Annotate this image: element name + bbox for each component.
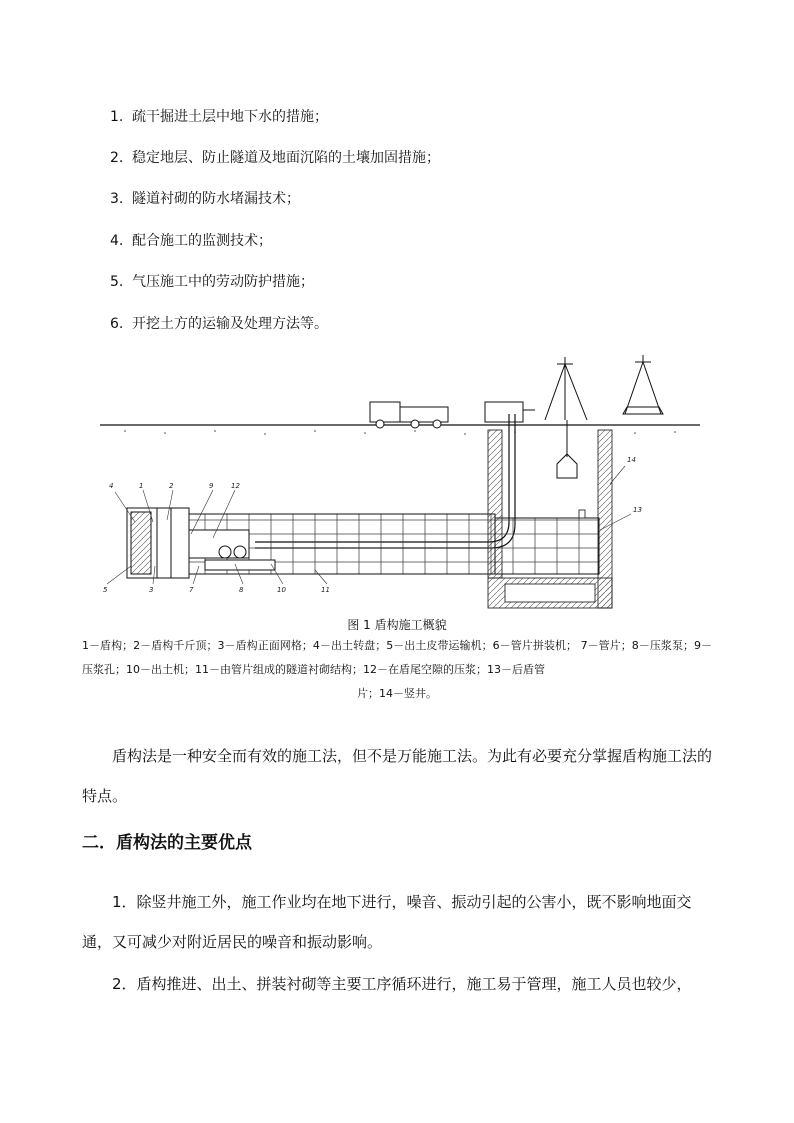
legend-line-3: 片；14－竖井。: [357, 687, 437, 700]
figure-caption: 图 1 盾构施工概貌: [347, 618, 447, 632]
label-13: 13: [633, 506, 642, 514]
list-item: [110, 272, 314, 292]
control-unit-icon: [485, 402, 535, 422]
list-number: 5.: [110, 274, 124, 290]
list-item: [110, 314, 328, 334]
list-text: 气压施工中的劳动防护措施；: [132, 274, 314, 290]
advantage-paragraph: 1．除竖井施工外，施工作业均在地下进行，噪音、振动引起的公害小，既不影响地面交通，又可减少对附近居民的噪音和振动影响。: [82, 893, 692, 951]
label-5: 5: [103, 586, 108, 594]
list-item: [110, 107, 328, 127]
label-8: 8: [239, 586, 244, 594]
list-text: 配合施工的监测技术；: [132, 233, 272, 249]
list-number: 1.: [110, 109, 124, 125]
intro-paragraph: 盾构法是一种安全而有效的施工法，但不是万能施工法。为此有必要充分掌握盾构施工法的特点。: [82, 747, 713, 805]
list-number: 3.: [110, 191, 124, 207]
list-number: 4.: [110, 233, 124, 249]
label-7: 7: [189, 586, 194, 594]
advantage-paragraph: 2．盾构推进、出土、拼装衬砌等主要工序循环进行，施工易于管理，施工人员也较少，: [112, 975, 692, 993]
label-12: 12: [231, 482, 240, 490]
label-9: 9: [209, 482, 214, 490]
list-item: [110, 148, 440, 168]
label-4: 4: [109, 482, 114, 490]
dump-truck-icon: [370, 402, 448, 428]
list-text: 稳定地层、防止隧道及地面沉陷的土壤加固措施；: [132, 150, 440, 166]
legend-line-2: 7－管片；8－压浆泵；9－压浆孔；10－出土机；11－由管片组成的隧道衬砌结构；12－在盾尾空隙的压浆；13－后盾管: [82, 639, 712, 676]
section-heading: 二．盾构法的主要优点: [82, 833, 252, 853]
list-text: 开挖土方的运输及处理方法等。: [132, 316, 328, 332]
list-item: [110, 189, 300, 209]
list-text: 隧道衬砌的防水堵漏技术；: [132, 191, 300, 207]
crane-tripod-icon: [623, 355, 663, 414]
label-2: 2: [169, 482, 174, 490]
figure-legend: [82, 634, 712, 706]
label-10: 10: [277, 586, 286, 594]
label-3: 3: [149, 586, 154, 594]
label-14: 14: [627, 456, 636, 464]
shield-construction-diagram: 4 1 2 9 12 5 3 7 8 10 11 14 13 6: [95, 352, 705, 614]
list-number: 6.: [110, 316, 124, 332]
label-1: 1: [139, 482, 144, 490]
list-text: 疏干掘进土层中地下水的措施；: [132, 109, 328, 125]
list-number: 2.: [110, 150, 124, 166]
list-item: [110, 231, 272, 251]
lifting-tripod-icon: [545, 357, 587, 478]
label-11: 11: [321, 586, 330, 594]
legend-line-1: 1－盾构；2－盾构千斤顶；3－盾构正面网格；4－出土转盘；5－出土皮带运输机；6－管片拼装机；: [82, 639, 578, 652]
